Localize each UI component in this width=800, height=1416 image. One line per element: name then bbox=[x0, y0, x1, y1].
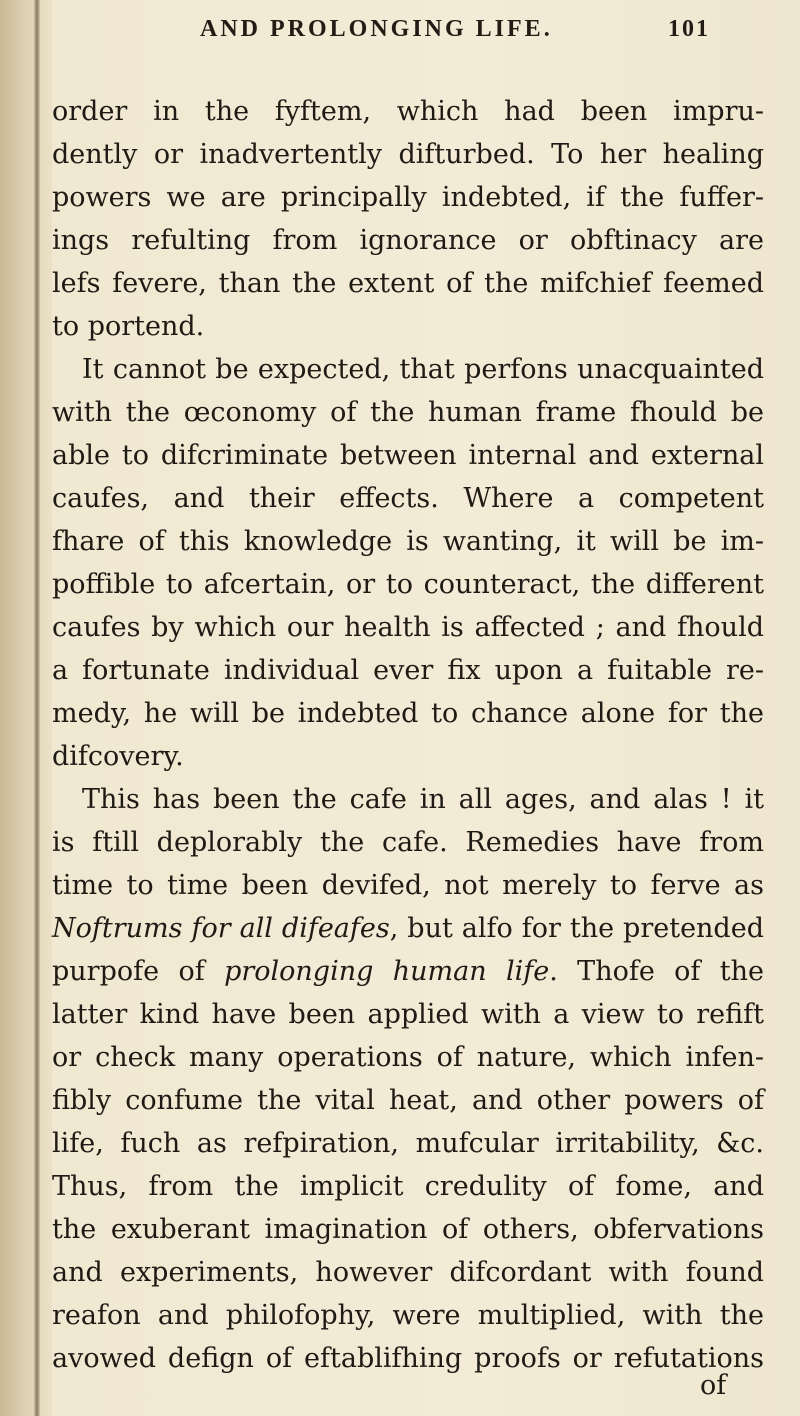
italic-phrase: prolonging human life bbox=[224, 956, 550, 987]
text-line: Thus, from the implicit credulity of fome, and bbox=[52, 1171, 764, 1202]
text-line bbox=[52, 950, 764, 993]
text-line: caufes by which our health is affected ; and fhould bbox=[52, 612, 764, 643]
text-line: and experiments, however difcordant with found bbox=[52, 1257, 764, 1288]
text-line: is ftill deplorably the cafe. Remedies have from bbox=[52, 827, 764, 858]
text-line: able to difcriminate between internal and external bbox=[52, 440, 764, 471]
text-line: latter kind have been applied with a view to refift bbox=[52, 999, 764, 1030]
text-line: fhare of this knowledge is wanting, it will be im- bbox=[52, 526, 764, 557]
page-gutter bbox=[0, 0, 52, 1416]
text-line: caufes, and their effects. Where a competent bbox=[52, 483, 764, 514]
text-span: purpofe of bbox=[52, 956, 225, 987]
text-line: to portend. bbox=[52, 311, 205, 342]
text-line: This has been the cafe in all ages, and alas ! it bbox=[82, 784, 764, 815]
text-line: order in the fyftem, which had been impru- bbox=[52, 96, 764, 127]
text-line: reafon and philofophy, were multiplied, with the bbox=[52, 1300, 764, 1331]
text-line: It cannot be expected, that perfons unacquainted bbox=[82, 354, 764, 385]
catchword: of bbox=[700, 1370, 727, 1401]
text-line: lefs fevere, than the extent of the mifchief feemed bbox=[52, 268, 764, 299]
text-line: the exuberant imagination of others, obfervations bbox=[52, 1214, 764, 1245]
body-text bbox=[52, 90, 764, 1380]
text-line: medy, he will be indebted to chance alone for the bbox=[52, 698, 764, 729]
italic-phrase: Noftrums for all difeafes bbox=[52, 913, 390, 944]
text-span: , but alfo for the pretended bbox=[389, 913, 764, 944]
running-title: AND PROLONGING LIFE. bbox=[200, 16, 553, 42]
running-head bbox=[0, 6, 800, 46]
text-line: with the œconomy of the human frame fhould be bbox=[52, 397, 764, 428]
page-number: 101 bbox=[668, 16, 710, 42]
text-line bbox=[52, 907, 764, 950]
text-line: powers we are principally indebted, if the fuffer- bbox=[52, 182, 764, 213]
text-line: poffible to afcertain, or to counteract, the different bbox=[52, 569, 764, 600]
text-line: a fortunate individual ever fix upon a fuitable re- bbox=[52, 655, 764, 686]
text-line: fibly confume the vital heat, and other powers of bbox=[52, 1085, 764, 1116]
text-line: or check many operations of nature, which infen- bbox=[52, 1042, 764, 1073]
text-line: avowed defign of eftablifhing proofs or refutations bbox=[52, 1343, 764, 1374]
text-line: dently or inadvertently difturbed. To her healing bbox=[52, 139, 764, 170]
text-line: life, fuch as refpiration, mufcular irritability, &c. bbox=[52, 1128, 764, 1159]
text-line: time to time been devifed, not merely to ferve as bbox=[52, 870, 764, 901]
text-line: ings refulting from ignorance or obftinacy are bbox=[52, 225, 764, 256]
text-span: . Thofe of the bbox=[549, 956, 764, 987]
text-line: difcovery. bbox=[52, 741, 184, 772]
binding-shadow bbox=[34, 0, 40, 1416]
